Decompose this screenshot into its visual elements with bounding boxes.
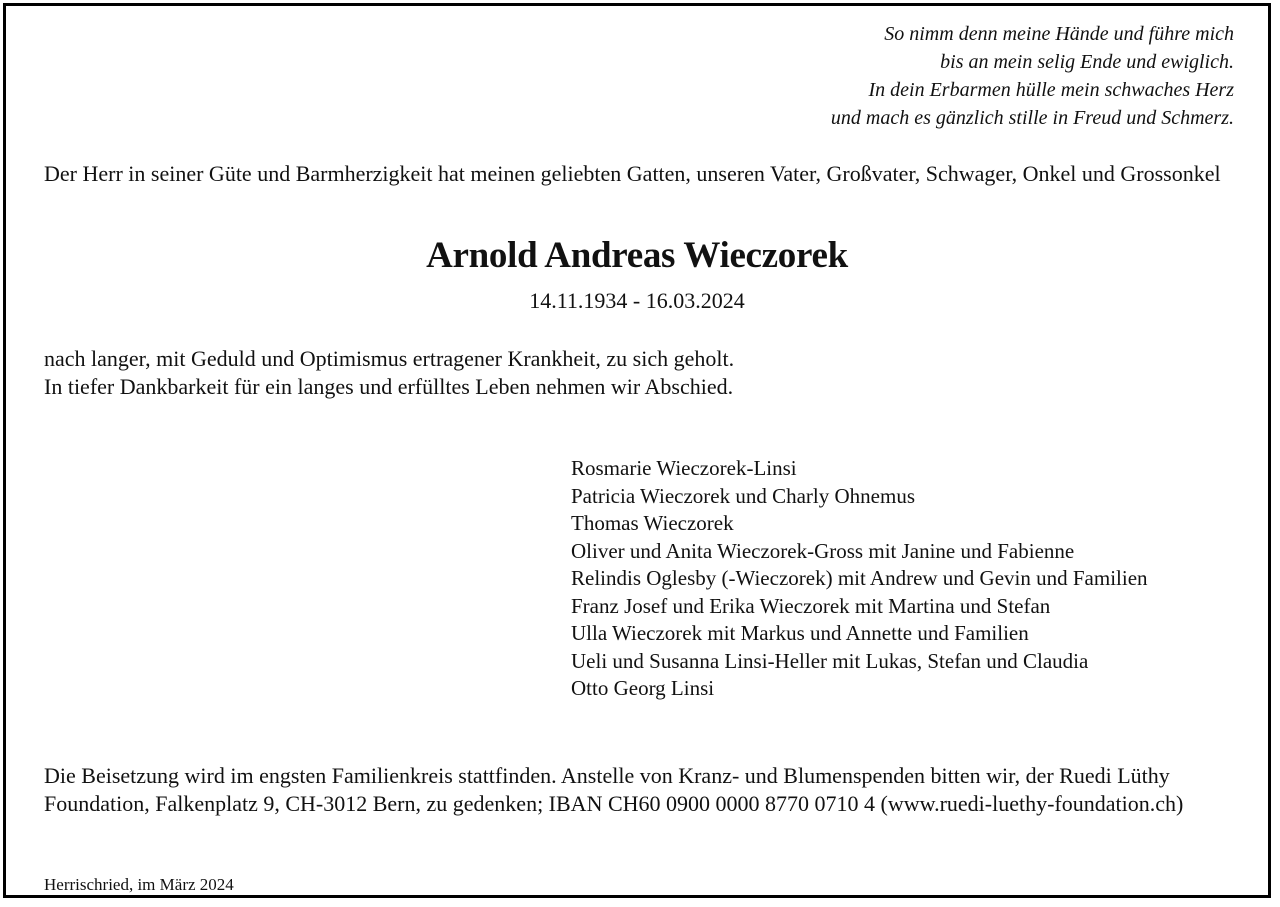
poem-line: In dein Erbarmen hülle mein schwaches Herz [868,79,1234,101]
mourner-entry: Ueli und Susanna Linsi-Heller mit Lukas, Stefan und Claudia [571,648,1089,673]
mourner-entry: Thomas Wieczorek [571,511,734,535]
mourner-entry: Ulla Wieczorek mit Markus und Annette und Familien [571,621,1029,645]
mourner-entry: Oliver und Anita Wieczorek-Gross mit Janine und Fabienne [571,538,1075,563]
poem-line: bis an mein selig Ende und ewiglich. [940,51,1234,73]
poem-line: und mach es gänzlich stille in Freud und Schmerz. [830,107,1234,129]
deceased-name: Arnold Andreas Wieczorek [426,235,848,276]
place-and-date: Herrischried, im März 2024 [44,875,234,894]
burial-notice: Die Beisetzung wird im engsten Familienkreis stattfinden. Anstelle von Kranz- und Blumenspenden bitten wir, der Ruedi Lüthy Foundation, Falkenplatz 9, CH-3012 Bern, zu gedenken; IBAN CH60 0900 0000 8770 0710 4 (www.ruedi-luethy-foundation.ch) [44,763,1184,816]
mourner-entry: Franz Josef und Erika Wieczorek mit Martina und Stefan [571,593,1051,618]
passage-text [44,345,734,401]
poem-line: So nimm denn meine Hände und führe mich [884,23,1234,45]
mourner-entry: Otto Georg Linsi [571,676,715,700]
mourners-list [571,455,1148,703]
passage-line: nach langer, mit Geduld und Optimismus ertragener Krankheit, zu sich geholt. [44,346,735,371]
intro-text: Der Herr in seiner Güte und Barmherzigkeit hat meinen geliebten Gatten, unseren Vater, Großvater, Schwager, Onkel und Grossonkel [44,161,1221,186]
mourner-entry: Rosmarie Wieczorek-Linsi [571,456,797,480]
poem-verse [831,20,1234,132]
mourner-entry: Patricia Wieczorek und Charly Ohnemus [571,483,915,508]
life-dates: 14.11.1934 - 16.03.2024 [529,288,745,313]
mourner-entry: Relindis Oglesby (-Wieczorek) mit Andrew und Gevin und Familien [571,566,1148,590]
obituary-notice [3,3,1271,898]
passage-line: In tiefer Dankbarkeit für ein langes und erfülltes Leben nehmen wir Abschied. [44,374,734,399]
